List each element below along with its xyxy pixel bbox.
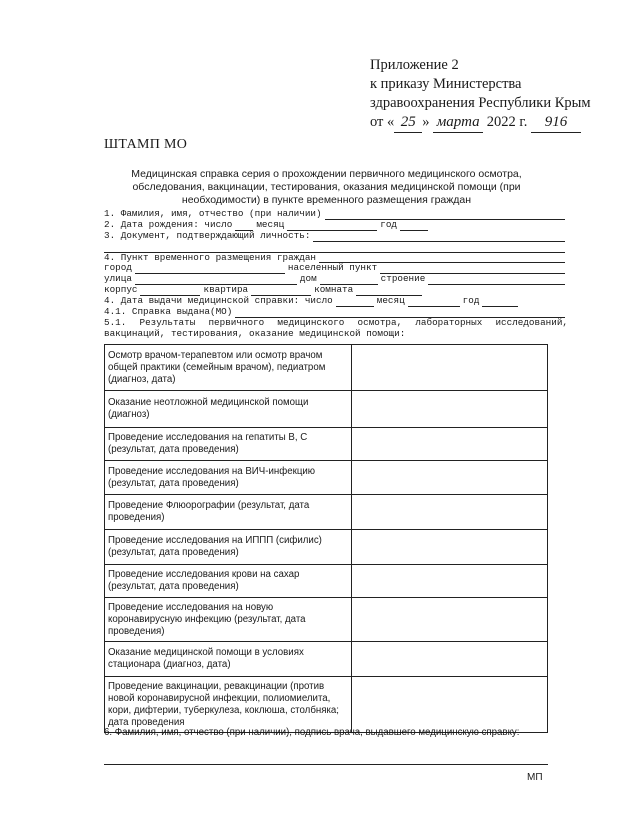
row-label: Проведение исследования на гепатиты В, С (результат, дата проведения): [105, 428, 352, 461]
issue-day-line[interactable]: [336, 298, 374, 307]
table-row: [105, 642, 548, 677]
table-row: [105, 391, 548, 428]
city-label: город: [104, 262, 132, 274]
table-row: [105, 677, 548, 733]
building-label: строение: [380, 273, 426, 285]
house-label: дом: [299, 273, 317, 285]
row-value-cell[interactable]: [351, 345, 547, 391]
issue-year-label: год: [462, 295, 480, 307]
locality-label: населенный пункт: [287, 262, 378, 274]
table-row: [105, 428, 548, 461]
form-fields: [104, 209, 568, 340]
handwritten-order-number: 916: [531, 113, 581, 133]
issue-month-line[interactable]: [408, 298, 460, 307]
field-full-name-line[interactable]: [325, 211, 565, 220]
table-row: [105, 461, 548, 495]
document-title: Медицинская справка серия о прохождении первичного медицинского осмотра, обследования, вакцинации, тестирования, оказания медицинской помощи (при необходимости) в пункте временного размещения граждан: [131, 168, 522, 206]
row-label: Оказание неотложной медицинской помощи (диагноз): [105, 391, 352, 428]
row-label: Проведение исследования на ВИЧ-инфекцию (результат, дата проведения): [105, 461, 352, 495]
row-value-cell[interactable]: [351, 530, 547, 565]
temp-housing-label: 4. Пункт временного размещения граждан: [104, 251, 317, 263]
appendix-line-3: здравоохранения Республики Крым: [370, 95, 591, 111]
birth-year-label: год: [380, 218, 397, 230]
row-label: Оказание медицинской помощи в условиях стационара (диагноз, дата): [105, 642, 352, 677]
birth-month-label: месяц: [256, 218, 285, 230]
birth-year-line[interactable]: [400, 222, 428, 231]
city-line[interactable]: [135, 265, 285, 274]
identity-document-label: 3. Документ, подтверждающий личность:: [104, 229, 311, 241]
date-year: 2022 г.: [486, 114, 528, 130]
row-value-cell[interactable]: [351, 565, 547, 598]
appendix-date-line: [370, 113, 591, 133]
row-label: Проведение исследования на ИППП (сифилис) (результат, дата проведения): [105, 530, 352, 565]
row-label: Осмотр врачом-терапевтом или осмотр врачом общей практики (семейным врачом), педиатром (диагноз, дата): [105, 345, 352, 391]
row-value-cell[interactable]: [351, 495, 547, 530]
date-mid: »: [422, 114, 430, 130]
issued-by-label: 4.1. Справка выдана(МО): [104, 306, 233, 317]
street-label: улица: [104, 273, 132, 285]
field-full-name-label: 1. Фамилия, имя, отчество (при наличии): [104, 207, 322, 219]
results-table: [104, 344, 548, 733]
row-value-cell[interactable]: [351, 461, 547, 495]
field-identity-document-cont: [104, 242, 568, 253]
row-label: Проведение исследования крови на сахар (результат, дата проведения): [105, 565, 352, 598]
identity-document-line[interactable]: [313, 233, 565, 242]
signature-line[interactable]: [104, 764, 548, 765]
table-row: [105, 565, 548, 598]
row-value-cell[interactable]: [351, 428, 547, 461]
row-label: Проведение исследования на новую коронавирусную инфекцию (результат, дата проведения): [105, 598, 352, 642]
section-5-1-heading: 5.1. Результаты первичного медицинского осмотра, лабораторных исследований, вакцинаций, тестирования, оказание медицинской помощи:: [104, 316, 568, 339]
table-row: [105, 598, 548, 642]
field-identity-document: [104, 231, 568, 242]
apartment-label: квартира: [203, 284, 249, 296]
handwritten-month: марта: [433, 113, 483, 133]
corpus-label: корпус: [104, 284, 138, 296]
birth-date-label: 2. Дата рождения: число: [104, 218, 233, 230]
field-city-row: [104, 263, 568, 274]
stamp-label: ШТАМП МО: [104, 137, 188, 152]
row-value-cell[interactable]: [351, 677, 547, 733]
issue-year-line[interactable]: [482, 298, 518, 307]
table-row: [105, 495, 548, 530]
row-value-cell[interactable]: [351, 598, 547, 642]
issue-date-label: 4. Дата выдачи медицинской справки: число: [104, 295, 333, 307]
appendix-line-2: к приказу Министерства: [370, 76, 522, 92]
table-row: [105, 530, 548, 565]
room-label: комната: [314, 284, 354, 296]
table-row: [105, 345, 548, 391]
date-prefix: от «: [370, 114, 395, 130]
doctor-signature-label: 6. Фамилия, имя, отчество (при наличии), подпись врача, выдавшего медицинскую справку:: [104, 727, 520, 738]
issue-month-label: месяц: [376, 295, 405, 307]
handwritten-day: 25: [394, 113, 422, 133]
appendix-line-1: Приложение 2: [370, 57, 459, 73]
row-value-cell[interactable]: [351, 642, 547, 677]
row-value-cell[interactable]: [351, 391, 547, 428]
row-label: Проведение вакцинации, ревакцинации (против новой коронавирусной инфекции, полиомиелита, кори, дифтерии, туберкулеза, коклюша, столбняка; дата проведения: [105, 677, 352, 733]
seal-place-label: МП: [527, 772, 543, 783]
row-label: Проведение Флюорографии (результат, дата проведения): [105, 495, 352, 530]
appendix-block: [370, 56, 591, 133]
building-line[interactable]: [428, 276, 565, 285]
